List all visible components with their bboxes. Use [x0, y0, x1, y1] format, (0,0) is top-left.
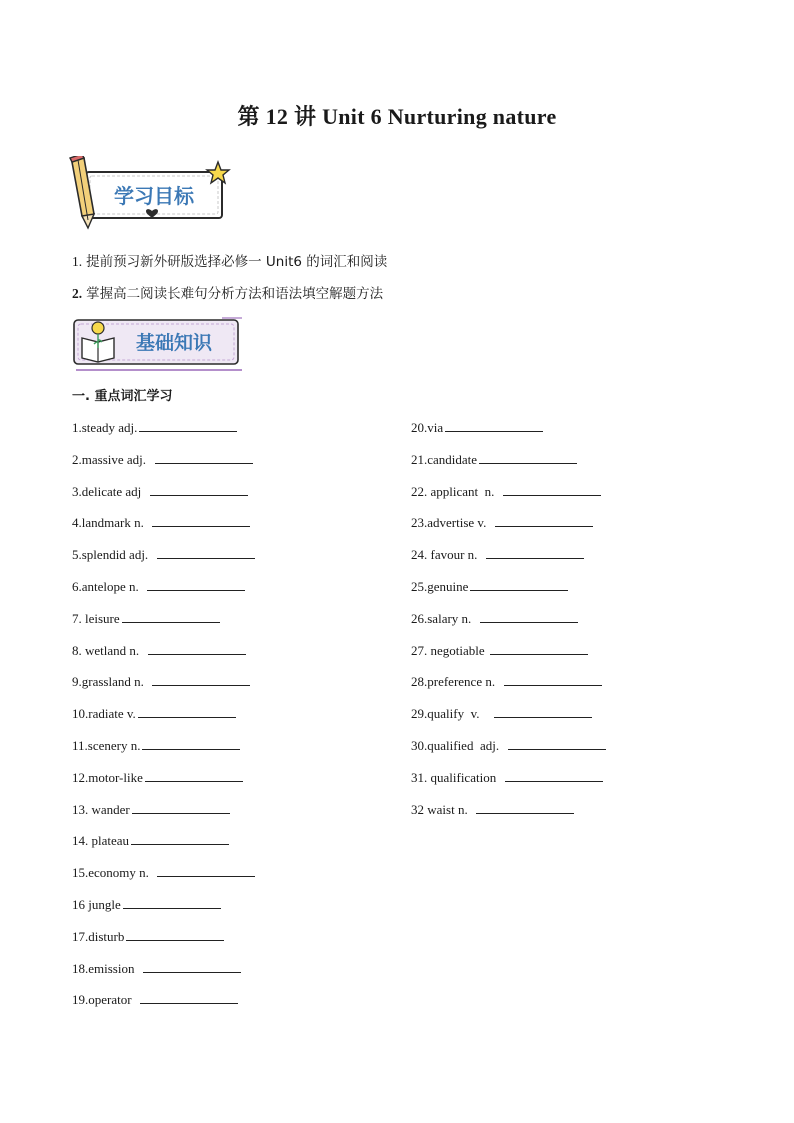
- answer-blank[interactable]: [148, 642, 246, 655]
- vocab-term: 28.preference n.: [411, 674, 502, 690]
- vocab-item: [411, 673, 602, 690]
- vocab-term: 5.splendid adj.: [72, 547, 155, 563]
- vocab-term: 4.landmark n.: [72, 515, 151, 531]
- vocab-item: [72, 801, 230, 818]
- vocab-term: 8. wetland n.: [72, 642, 146, 658]
- answer-blank[interactable]: [470, 578, 568, 591]
- goal-item-2: 2. 掌握高二阅读长难句分析方法和语法填空解题方法: [72, 286, 384, 302]
- answer-blank[interactable]: [157, 864, 255, 877]
- vocab-item: [411, 705, 592, 722]
- answer-blank[interactable]: [122, 610, 220, 623]
- vocab-item: [72, 610, 220, 627]
- answer-blank[interactable]: [150, 483, 248, 496]
- vocab-item: [411, 451, 577, 468]
- answer-blank[interactable]: [157, 546, 255, 559]
- vocab-item: [72, 928, 224, 945]
- vocab-term: 26.salary n.: [411, 610, 478, 626]
- vocab-item: [72, 419, 237, 436]
- vocab-term: 32 waist n.: [411, 801, 475, 817]
- answer-blank[interactable]: [131, 832, 229, 845]
- vocab-term: 1.steady adj.: [72, 420, 138, 435]
- vocab-term: 12.motor-like: [72, 769, 143, 785]
- vocab-item: [72, 451, 253, 468]
- vocab-term: 30.qualified adj.: [411, 738, 506, 753]
- answer-blank[interactable]: [508, 737, 606, 750]
- vocab-item: [72, 864, 255, 881]
- vocab-term: 14. plateau: [72, 833, 130, 849]
- vocab-item: [411, 483, 601, 500]
- vocab-term: 29.qualify v.: [411, 706, 493, 722]
- vocab-item: [72, 642, 246, 659]
- answer-blank[interactable]: [123, 896, 221, 909]
- vocab-item: [411, 419, 543, 436]
- answer-blank[interactable]: [138, 705, 236, 718]
- vocab-term: 25.genuine: [411, 579, 469, 594]
- vocab-term: 11.scenery n.: [72, 738, 141, 753]
- vocab-term: 21.candidate: [411, 451, 478, 467]
- answer-blank[interactable]: [480, 610, 578, 623]
- answer-blank[interactable]: [504, 673, 602, 686]
- vocab-term: 22. applicant n.: [411, 483, 501, 499]
- vocab-item: [72, 960, 241, 977]
- vocab-item: [411, 546, 584, 563]
- answer-blank[interactable]: [494, 705, 592, 718]
- vocab-term: 16 jungle: [72, 897, 121, 912]
- vocab-term: 7. leisure: [72, 610, 120, 626]
- vocab-term: 19.operator: [72, 992, 139, 1008]
- answer-blank[interactable]: [143, 960, 241, 973]
- answer-blank[interactable]: [486, 546, 584, 559]
- vocab-item: [72, 514, 250, 531]
- answer-blank[interactable]: [495, 514, 593, 527]
- vocab-item: [411, 514, 593, 531]
- badge-knowledge-label: 基础知识: [135, 332, 213, 354]
- answer-blank[interactable]: [503, 483, 601, 496]
- answer-blank[interactable]: [147, 578, 245, 591]
- vocab-item: [72, 578, 245, 595]
- pencil-icon: [70, 156, 94, 228]
- basic-knowledge-badge: [72, 316, 244, 374]
- vocab-term: 24. favour n.: [411, 547, 484, 563]
- vocab-item: [411, 642, 588, 659]
- vocab-term: 13. wander: [72, 801, 130, 817]
- goal-item-1: 1. 提前预习新外研版选择必修一 Unit6 的词汇和阅读: [72, 254, 388, 270]
- vocab-item: [72, 737, 240, 754]
- vocab-item: [72, 769, 243, 786]
- learning-goals-badge: [68, 156, 234, 234]
- answer-blank[interactable]: [132, 801, 230, 814]
- vocab-item: [72, 705, 236, 722]
- vocab-item: [411, 610, 578, 627]
- answer-blank[interactable]: [490, 642, 588, 655]
- vocab-item: [411, 578, 568, 595]
- vocab-term: 9.grassland n.: [72, 674, 151, 690]
- vocab-item: [72, 832, 229, 849]
- answer-blank[interactable]: [142, 737, 240, 750]
- vocab-term: 20.via: [411, 420, 444, 435]
- section-heading: 一. 重点词汇学习: [72, 389, 173, 404]
- vocab-term: 27. negotiable: [411, 642, 488, 658]
- vocab-item: [411, 801, 574, 818]
- answer-blank[interactable]: [479, 451, 577, 464]
- badge-goals-label: 学习目标: [114, 184, 194, 208]
- vocab-term: 23.advertise v.: [411, 515, 493, 531]
- vocab-item: [411, 769, 603, 786]
- answer-blank[interactable]: [126, 928, 224, 941]
- vocab-term: 6.antelope n.: [72, 579, 146, 594]
- answer-blank[interactable]: [476, 801, 574, 814]
- answer-blank[interactable]: [140, 991, 238, 1004]
- answer-blank[interactable]: [139, 419, 237, 432]
- answer-blank[interactable]: [152, 514, 250, 527]
- answer-blank[interactable]: [505, 769, 603, 782]
- vocab-item: [72, 673, 250, 690]
- vocab-item: [72, 483, 248, 500]
- answer-blank[interactable]: [152, 673, 250, 686]
- vocab-term: 15.economy n.: [72, 865, 156, 881]
- vocab-term: 17.disturb: [72, 928, 125, 944]
- vocab-item: [411, 737, 606, 754]
- vocab-item: [72, 546, 255, 563]
- vocab-item: [72, 991, 238, 1008]
- vocab-term: 10.radiate v.: [72, 706, 136, 722]
- vocab-term: 3.delicate adj: [72, 483, 148, 499]
- vocab-term: 31. qualification: [411, 769, 503, 785]
- page-title: 第 12 讲 Unit 6 Nurturing nature: [237, 104, 557, 129]
- answer-blank[interactable]: [145, 769, 243, 782]
- vocab-item: [72, 896, 221, 913]
- answer-blank[interactable]: [155, 451, 253, 464]
- answer-blank[interactable]: [445, 419, 543, 432]
- vocab-term: 2.massive adj.: [72, 451, 153, 467]
- vocab-term: 18.emission: [72, 960, 141, 976]
